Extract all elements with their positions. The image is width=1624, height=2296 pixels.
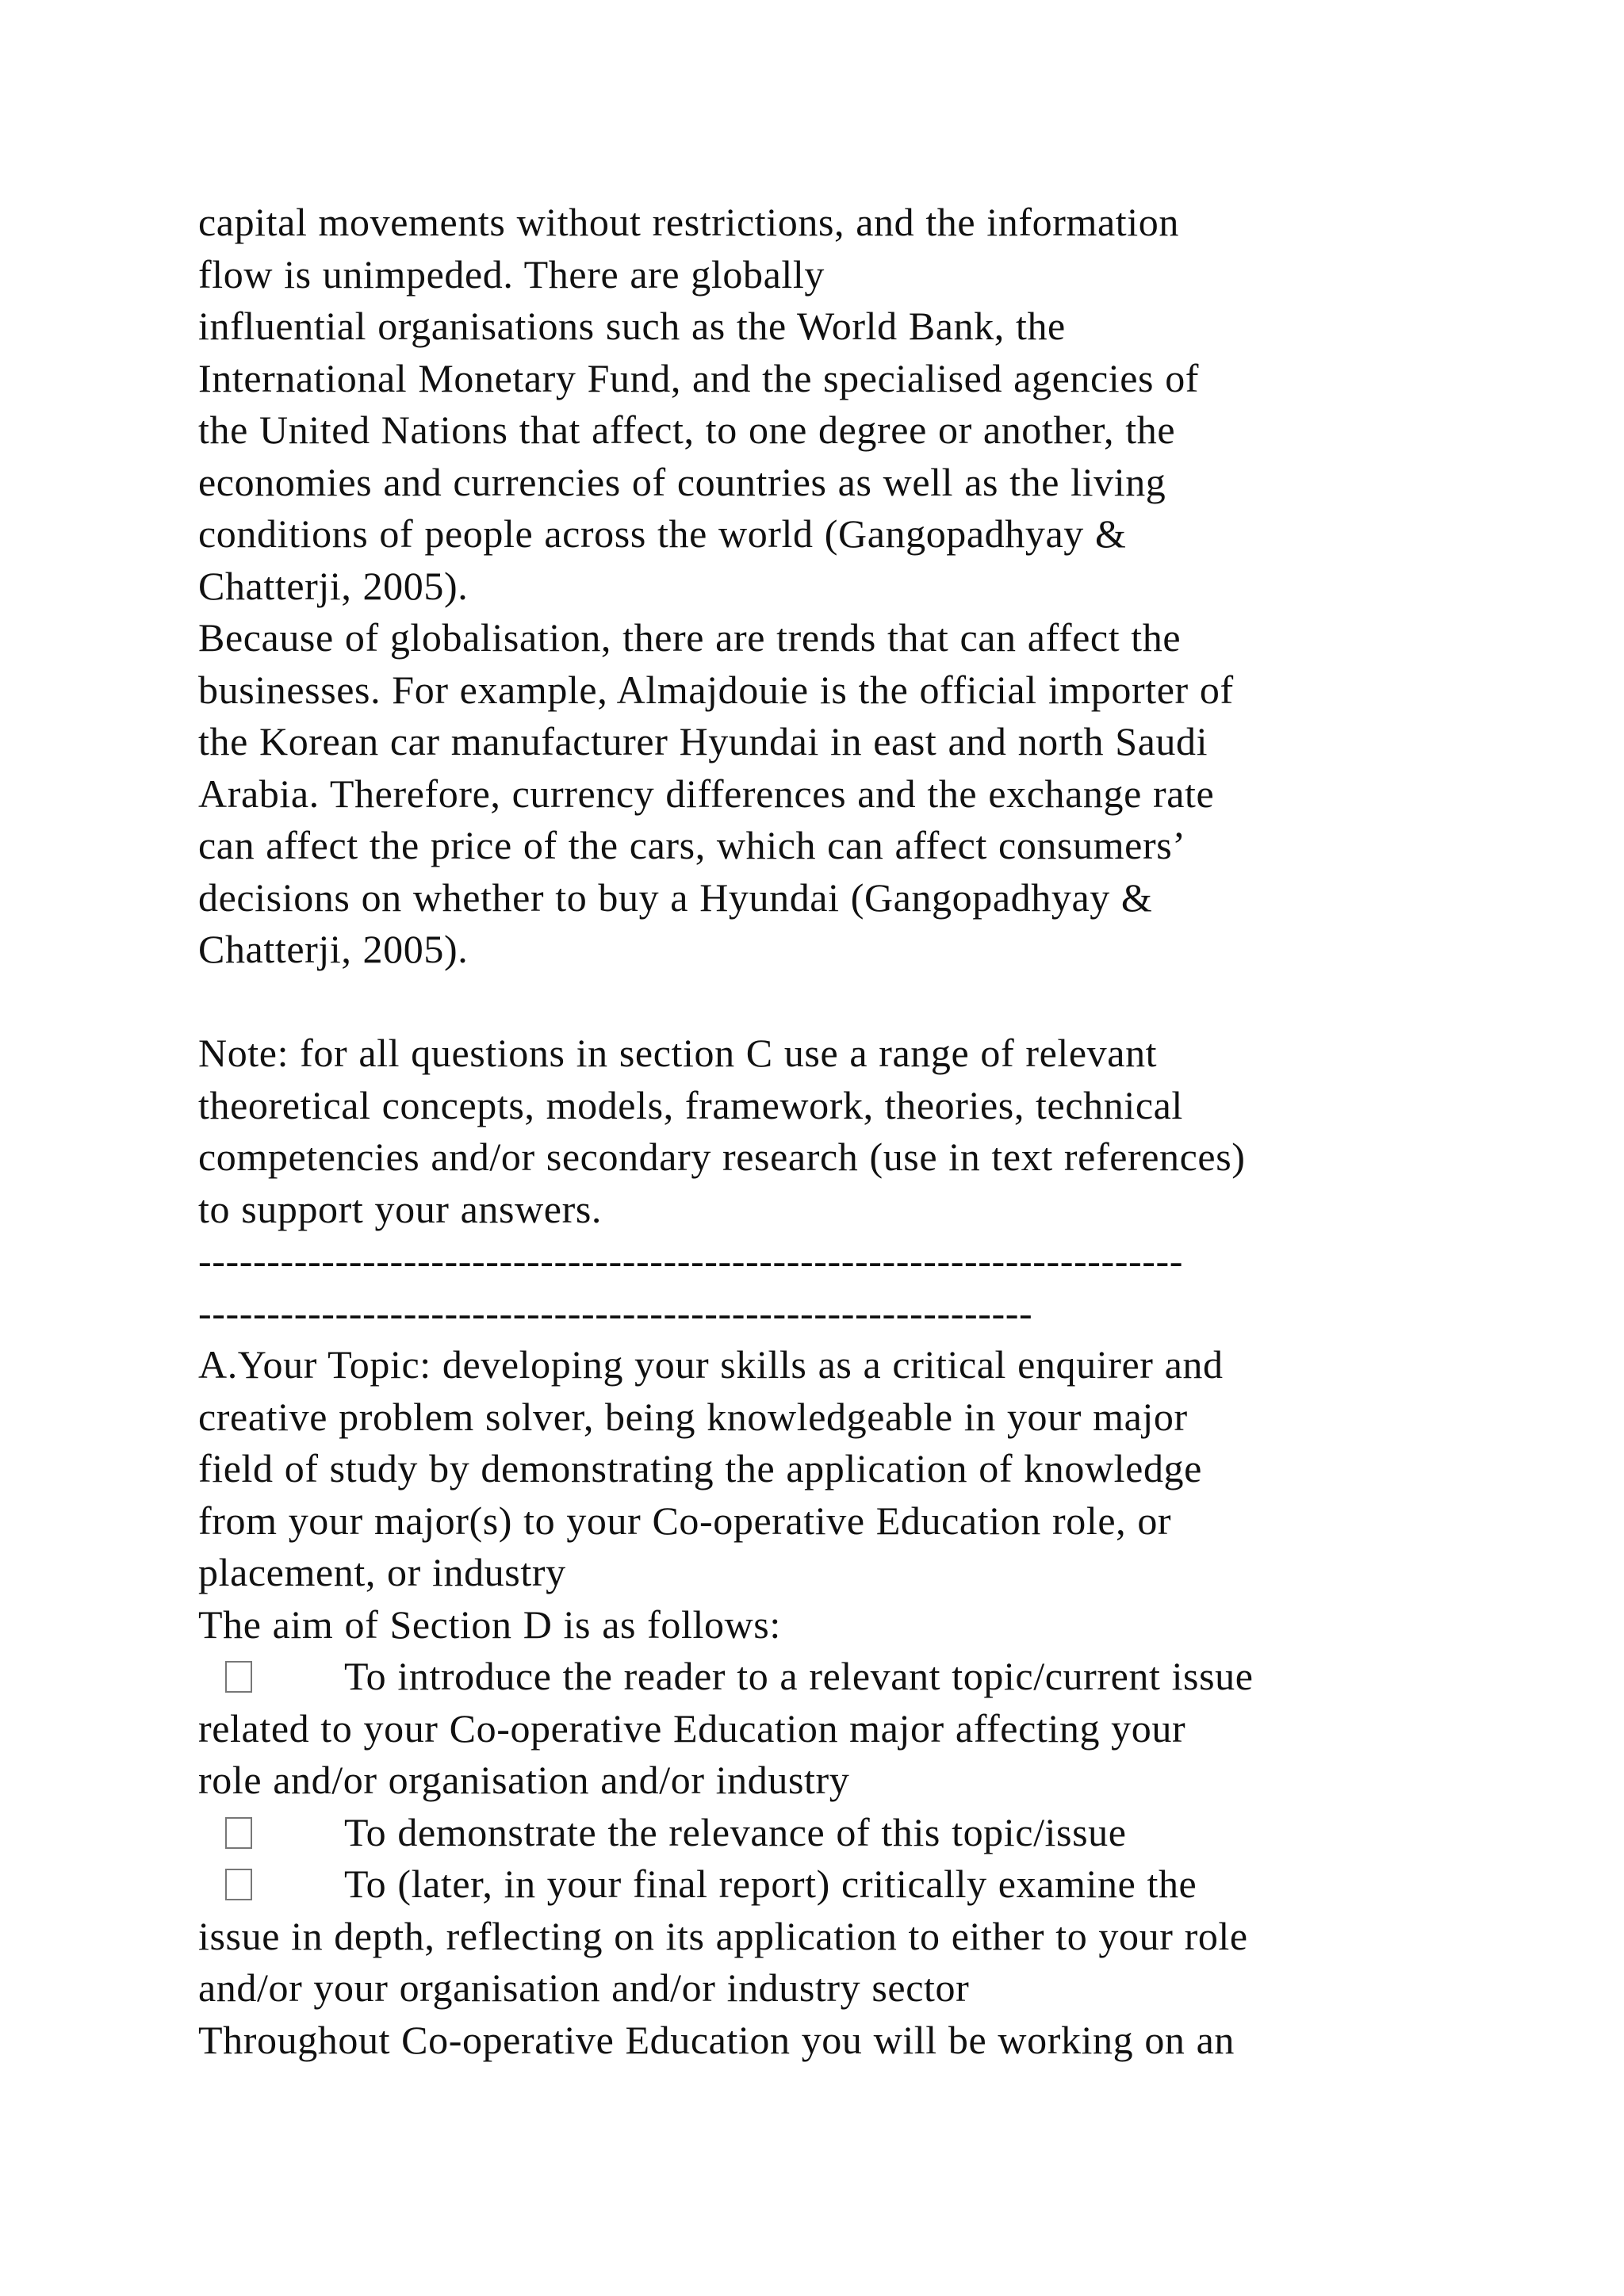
text-line: capital movements without restrictions, and the information: [198, 200, 1179, 244]
text-line: and/or your organisation and/or industry sector: [198, 1965, 970, 2010]
bullet-box-icon: [225, 1869, 252, 1900]
text-line: can affect the price of the cars, which can affect consumers’: [198, 823, 1186, 867]
text-line: influential organisations such as the World Bank, the: [198, 304, 1066, 348]
text-line: from your major(s) to your Co-operative Education role, or: [198, 1498, 1172, 1543]
text-line: decisions on whether to buy a Hyundai (Gangopadhyay &: [198, 874, 1153, 920]
text-line: the United Nations that affect, to one degree or another, the: [198, 408, 1176, 452]
text-line: conditions of people across the world (Gangopadhyay &: [198, 511, 1127, 556]
text-line: field of study by demonstrating the application of knowledge: [198, 1446, 1202, 1490]
text-line: Note: for all questions in section C use a range of relevant: [198, 1031, 1158, 1075]
blank-line: [198, 976, 1451, 1028]
bullet-item: [198, 1651, 1451, 1703]
text-line: A.Your Topic: developing your skills as a critical enquirer and: [198, 1342, 1224, 1387]
bullet-text: To (later, in your final report) critically examine the: [344, 1862, 1197, 1906]
text-line: Throughout Co-operative Education you will be working on an: [198, 2017, 1235, 2062]
text-line: economies and currencies of countries as well as the living: [198, 459, 1166, 504]
text-line: related to your Co-operative Education major affecting your: [198, 1705, 1186, 1751]
text-line: Chatterji, 2005).: [198, 927, 469, 971]
text-line: the Korean car manufacturer Hyundai in east and north Saudi: [198, 719, 1208, 763]
bullet-box-icon: [225, 1817, 252, 1849]
bullet-item: [198, 1807, 1451, 1859]
bullet-text: To demonstrate the relevance of this topic/issue: [344, 1809, 1127, 1854]
bullet-item: [198, 1858, 1451, 1911]
text-line: competencies and/or secondary research (use in text references): [198, 1135, 1246, 1179]
text-line: The aim of Section D is as follows:: [198, 1601, 781, 1647]
document-body: [198, 197, 1451, 2066]
text-line: Arabia. Therefore, currency differences and the exchange rate: [198, 771, 1215, 816]
text-line: role and/or organisation and/or industry: [198, 1758, 850, 1802]
text-line: Because of globalisation, there are trends that can affect the: [198, 615, 1182, 660]
text-line: issue in depth, reflecting on its application to either to your role: [198, 1913, 1248, 1958]
bullet-box-icon: [225, 1661, 252, 1693]
dashed-separator: -------------------------------------------------------------: [198, 1290, 1033, 1335]
text-line: placement, or industry: [198, 1550, 566, 1594]
text-line: theoretical concepts, models, framework, theories, technical: [198, 1082, 1183, 1127]
text-line: businesses. For example, Almajdouie is the official importer of: [198, 667, 1234, 712]
bullet-text: To introduce the reader to a relevant topic/current issue: [344, 1654, 1254, 1698]
dashed-separator: ------------------------------------------------------------------------: [198, 1238, 1184, 1283]
text-line: flow is unimpeded. There are globally: [198, 251, 825, 297]
text-line: International Monetary Fund, and the specialised agencies of: [198, 355, 1200, 400]
text-line: to support your answers.: [198, 1186, 603, 1231]
text-line: Chatterji, 2005).: [198, 563, 469, 608]
text-line: creative problem solver, being knowledgeable in your major: [198, 1394, 1188, 1439]
